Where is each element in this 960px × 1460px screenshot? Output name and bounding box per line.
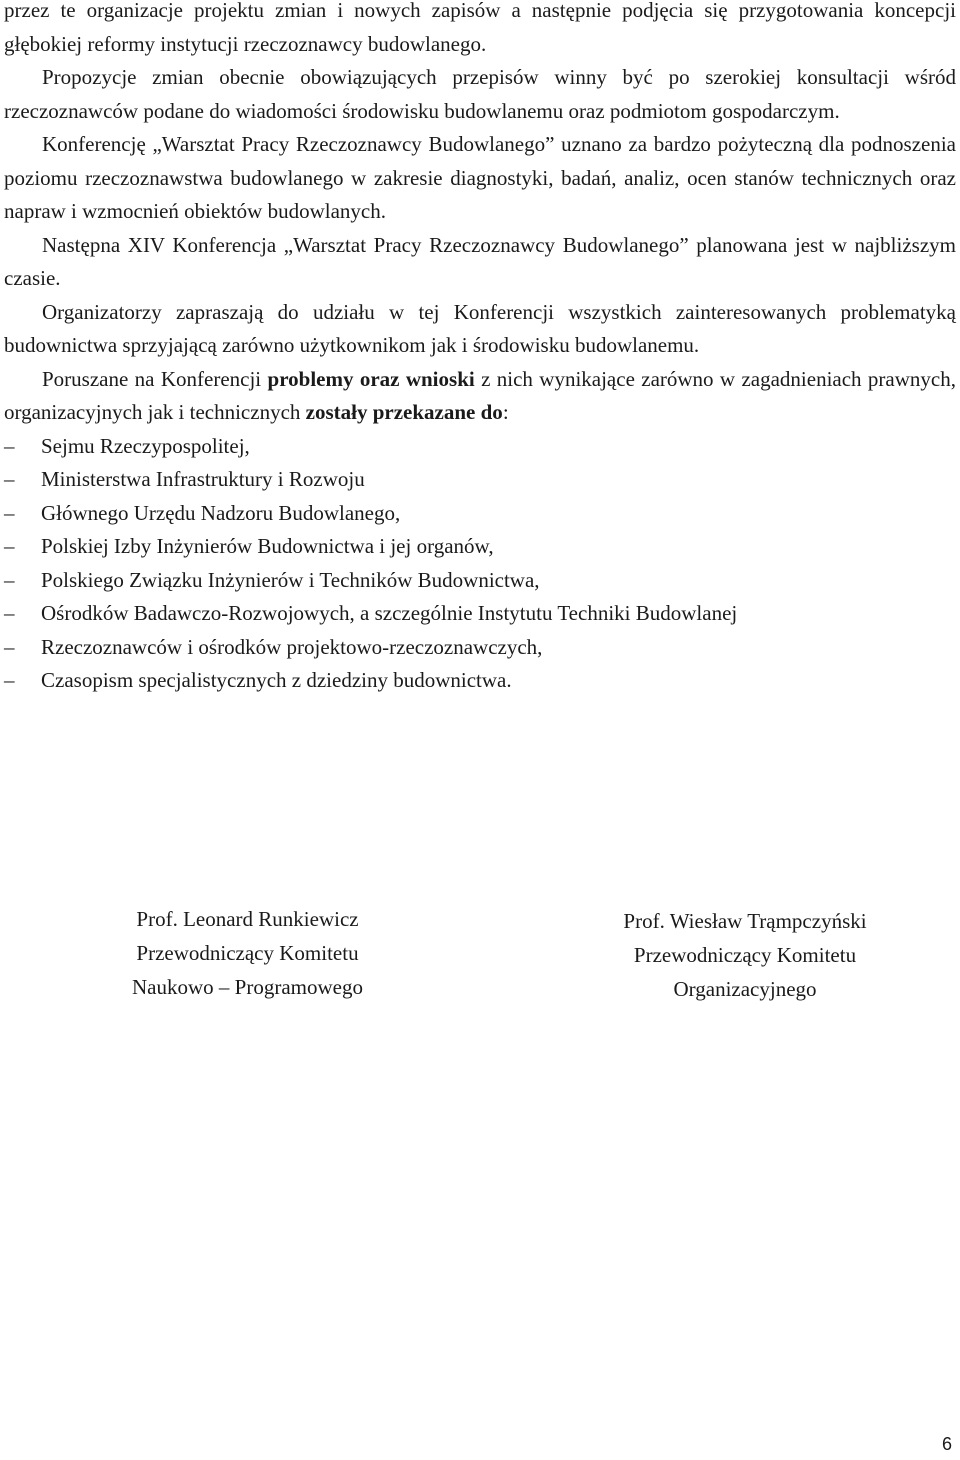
signature-block-right	[590, 904, 900, 1006]
dash-bullet: –	[4, 433, 15, 458]
list-item: – Rzeczoznawców i ośrodków projektowo-rzeczoznawczych,	[4, 631, 956, 665]
signatory-name: Prof. Leonard Runkiewicz	[136, 907, 359, 931]
dash-bullet: –	[4, 567, 15, 592]
list-item: – Sejmu Rzeczypospolitej,	[4, 430, 956, 464]
dash-bullet: –	[4, 467, 15, 491]
dash-bullet: –	[4, 634, 15, 659]
list-item: – Polskiej Izby Inżynierów Budownictwa i jej organów,	[4, 530, 956, 564]
signatory-role: Przewodniczący Komitetu	[136, 941, 359, 965]
body-text	[4, 0, 956, 698]
paragraph-consultation: Propozycje zmian obecnie obowiązujących przepisów winny być po szerokiej konsultacji wśród rzeczoznawców podane do wiadomości środowisku budowlanemu oraz podmiotom gospodarczym.	[4, 65, 956, 123]
dash-bullet: –	[4, 534, 15, 558]
list-item: – Głównego Urzędu Nadzoru Budowlanego,	[4, 497, 956, 531]
list-item: – Polskiego Związku Inżynierów i Techników Budownictwa,	[4, 564, 956, 598]
page-number: 6	[941, 1434, 952, 1454]
signature-block-left	[95, 902, 400, 1004]
paragraph-next-conference: Następna XIV Konferencja „Warsztat Pracy Rzeczoznawcy Budowlanego” planowana jest w najbliższym czasie.	[4, 232, 956, 290]
recipients-list	[4, 430, 956, 698]
signatory-role: Przewodniczący Komitetu	[633, 943, 857, 967]
dash-bullet: –	[4, 668, 15, 692]
list-item: – Ministerstwa Infrastruktury i Rozwoju	[4, 463, 956, 497]
paragraph-continued: przez te organizacje projektu zmian i nowych zapisów a następnie podjęcia się przygotowania koncepcji głębokiej reformy instytucji rzeczoznawcy budowlanego.	[4, 0, 956, 56]
paragraph-invitation: Organizatorzy zapraszają do udziału w tej Konferencji wszystkich zainteresowanych problematyką budownictwa sprzyjającą zarówno użytkownikom jak i środowisku budowlanemu.	[4, 299, 956, 357]
list-item: – Ośrodków Badawczo-Rozwojowych, a szczególnie Instytutu Techniki Budowlanej	[4, 597, 956, 631]
list-item: – Czasopism specjalistycznych z dziedziny budownictwa.	[4, 664, 956, 698]
signatory-name: Prof. Wiesław Trąmpczyński	[623, 909, 867, 933]
paragraph-recipients-intro: Poruszane na Konferencji problemy oraz wnioski z nich wynikające zarówno w zagadnieniach prawnych, organizacyjnych jak i technicznych zostały przekazane do:	[4, 366, 956, 424]
paragraph-conference-assessment: Konferencję „Warsztat Pracy Rzeczoznawcy Budowlanego” uznano za bardzo pożyteczną dla podnoszenia poziomu rzeczoznawstwa budowlanego w zakresie diagnostyki, badań, analiz, ocen stanów technicznych oraz napraw i wzmocnień obiektów budowlanych.	[4, 132, 956, 223]
dash-bullet: –	[4, 601, 15, 625]
dash-bullet: –	[4, 500, 15, 525]
signatory-committee: Naukowo – Programowego	[132, 975, 363, 999]
signatory-committee: Organizacyjnego	[673, 977, 817, 1001]
